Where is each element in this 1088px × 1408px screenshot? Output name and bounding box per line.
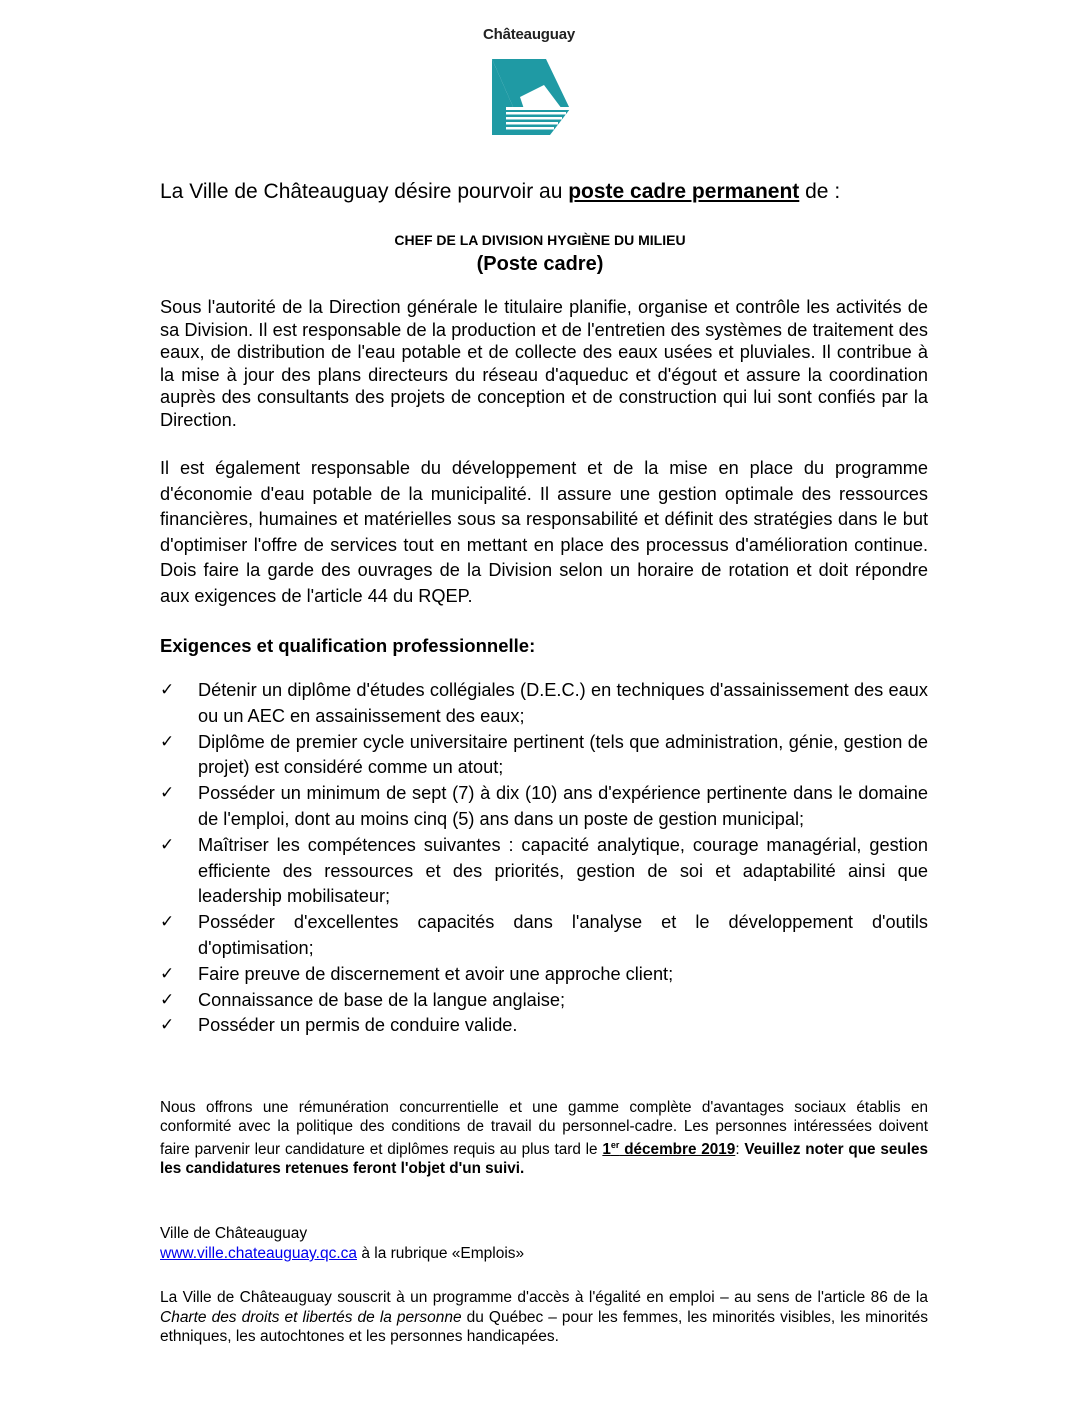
job-title: CHEF DE LA DIVISION HYGIÈNE DU MILIEU — [394, 232, 686, 248]
list-item — [160, 833, 928, 910]
checkmark-icon: ✓ — [160, 989, 175, 1010]
description-paragraph-2: Il est également responsable du développement et de la mise en place du programme d'économie d'eau potable de la municipalité. Il assure une gestion optimale des ressources financières, humaines et matérielles sous sa responsabilité et définit des stratégies dans le but d'optimiser l'offre de services tout en mettant en place des processus d'amélioration continue. Dois faire la garde des ouvrages de la Division selon un horaire de rotation et doit répondre aux exigences de l'article 44 du RQEP. — [160, 458, 928, 606]
requirements-heading: Exigences et qualification professionnelle: — [160, 635, 536, 656]
requirement-text: Détenir un diplôme d'études collégiales (D.E.C.) en techniques d'assainissement des eaux ou un AEC en assainissement des eaux; — [198, 680, 928, 726]
chateauguay-logo-icon — [484, 49, 574, 137]
charter-title: Charte des droits et libertés de la personne — [160, 1308, 462, 1326]
requirements-list — [160, 678, 928, 1039]
list-item — [160, 1013, 928, 1039]
intro-before: La Ville de Châteauguay désire pourvoir au — [160, 180, 569, 203]
job-subtitle: (Poste cadre) — [476, 253, 604, 275]
deadline — [602, 1141, 735, 1158]
deadline-day: 1 — [602, 1141, 611, 1159]
list-item — [160, 962, 928, 988]
equality-after: du Québec – pour les femmes, les minorités visibles, les minorités ethniques, les autochtones et les personnes handicapées. — [160, 1308, 928, 1345]
checkmark-icon: ✓ — [160, 783, 175, 804]
list-item — [160, 988, 928, 1014]
requirement-text: Connaissance de base de la langue anglaise; — [198, 989, 566, 1010]
intro-after: de : — [799, 180, 841, 203]
requirement-text: Posséder un permis de conduire valide. — [198, 1015, 518, 1036]
intro-highlight: poste cadre permanent — [568, 180, 800, 203]
requirement-text: Faire preuve de discernement et avoir une approche client; — [198, 963, 674, 984]
intro-line — [160, 178, 920, 206]
description-paragraph-1: Sous l'autorité de la Direction générale le titulaire planifie, organise et contrôle les activités de sa Division. Il est responsable de la production et de l'entretien des systèmes de traitement des eaux, de distribution de l'eau potable et de collecte des eaux usées et pluviales. Il contribue à la mise à jour des plans directeurs du réseau d'aqueduc et d'égout et assure la coordination auprès des consultants des projets de conception et de construction qui lui sont confiés par la Direction. — [160, 297, 928, 430]
contact-link-line — [160, 1244, 928, 1264]
list-item — [160, 730, 928, 782]
website-link[interactable]: www.ville.chateauguay.qc.ca — [160, 1245, 358, 1262]
checkmark-icon: ✓ — [160, 912, 175, 933]
equality-before: La Ville de Châteauguay souscrit à un programme d'accès à l'égalité en emploi – au sens de l'article 86 de la — [160, 1289, 928, 1306]
list-item — [160, 678, 928, 730]
checkmark-icon: ✓ — [160, 1015, 175, 1036]
deadline-sup: er — [610, 1140, 620, 1150]
checkmark-icon: ✓ — [160, 731, 175, 752]
requirement-text: Maîtriser les compétences suivantes : capacité analytique, courage managérial, gestion efficiente des ressources et des priorités, gestion de soi et adaptabilité ainsi que leadership mobilisateur; — [198, 834, 928, 907]
requirement-text: Diplôme de premier cycle universitaire pertinent (tels que administration, génie, gestion de projet) est considéré comme un atout; — [198, 731, 928, 778]
list-item — [160, 910, 928, 962]
offer-text: Nous offrons une rémunération concurrentielle et une gamme complète d'avantages sociaux établis en conformité avec la politique des conditions de travail du personnel-cadre. Les personnes intéressées doivent faire parvenir leur candidature et diplômes requis au plus tard le — [160, 1099, 928, 1159]
checkmark-icon: ✓ — [160, 680, 175, 700]
deadline-rest: décembre 2019 — [619, 1141, 736, 1159]
offer-paragraph — [160, 1099, 928, 1178]
logo-text: Châteauguay — [483, 26, 575, 43]
checkmark-icon: ✓ — [160, 963, 175, 984]
logo — [474, 26, 584, 137]
list-item — [160, 781, 928, 833]
requirement-text: Posséder un minimum de sept (7) à dix (10) ans d'expérience pertinente dans le domaine de l'emploi, dont au moins cinq (5) ans dans un poste de gestion municipal; — [198, 783, 928, 829]
contact-org: Ville de Châteauguay — [160, 1225, 308, 1242]
requirement-text: Posséder d'excellentes capacités dans l'analyse et le développement d'outils d'optimisation; — [198, 912, 928, 958]
contact-block — [160, 1224, 928, 1264]
link-suffix: à la rubrique «Emplois» — [357, 1245, 525, 1262]
offer-colon: : — [735, 1141, 745, 1159]
equality-statement — [160, 1288, 928, 1347]
offer-note: Veuillez noter que seules les candidatures retenues feront l'objet d'un suivi. — [160, 1141, 928, 1177]
checkmark-icon: ✓ — [160, 834, 175, 855]
